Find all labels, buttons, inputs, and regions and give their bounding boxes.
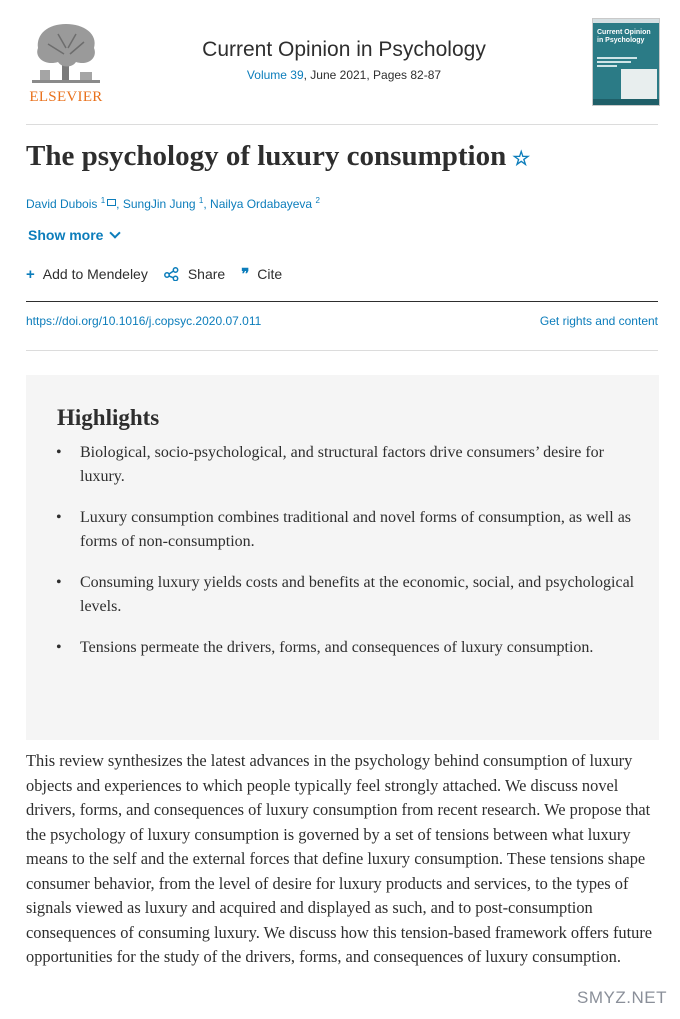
highlights-list [56, 441, 636, 677]
highlight-item: • Biological, socio-psychological, and structural factors drive consumers’ desire for luxury. [56, 441, 636, 489]
cover-journal-name: Current Opinion in Psychology [597, 29, 651, 44]
star-icon[interactable]: ☆ [512, 148, 531, 170]
actions-divider [26, 301, 658, 302]
journal-cover-thumbnail[interactable] [592, 18, 660, 106]
elsevier-wordmark: ELSEVIER [29, 89, 103, 105]
journal-issue-info [122, 68, 566, 82]
highlights-title: Highlights [57, 405, 160, 430]
journal-info [122, 38, 566, 82]
share-button[interactable] [164, 266, 225, 282]
cover-top-band [593, 19, 659, 23]
cover-text-line [597, 61, 631, 63]
journal-title[interactable]: Current Opinion in Psychology [202, 38, 486, 61]
elsevier-tree-icon [28, 18, 104, 88]
cover-text-line [597, 65, 617, 67]
cover-bottom-band [593, 99, 659, 105]
show-more-button[interactable] [28, 227, 119, 243]
doi-divider [26, 350, 658, 351]
share-label: Share [187, 266, 226, 282]
highlight-item: • Luxury consumption combines traditional and novel forms of consumption, as well as forms of non-consumption. [56, 506, 636, 554]
highlight-item: • Tensions permeate the drivers, forms, and consequences of luxury consumption. [56, 636, 636, 660]
add-to-mendeley-label: Add to Mendeley [42, 266, 148, 282]
article-title [26, 140, 530, 173]
add-to-mendeley-button[interactable] [26, 266, 148, 283]
doi-link[interactable]: https://doi.org/10.1016/j.copsyc.2020.07.011 [26, 314, 262, 328]
header-divider [26, 124, 658, 125]
quote-icon: ❞ [241, 266, 250, 283]
cite-label: Cite [257, 266, 283, 282]
article-actions [26, 265, 298, 283]
author-link[interactable]: David Dubois $^1$ [26, 196, 106, 211]
plus-icon: + [26, 265, 35, 283]
article-title-text: The psychology of luxury consumption [26, 140, 507, 172]
article-header [26, 18, 660, 108]
abstract-text: This review synthesizes the latest advances in the psychology behind consumption of luxury objects and experiences to which people typically feel strongly attached. We discuss novel drivers, forms, and consequences of luxury consumption from recent research. We propose that the psychology of luxury consumption is governed by a set of tensions between what luxury means to the self and the external forces that define luxury consumption. These tensions shape consumer behavior, from the level of desire for luxury products and services, to the types of signals viewed as luxury and acquired and displayed as such, and to post-consumption consequences of consuming luxury. We discuss how this tension-based framework offers future opportunities for the study of the drivers, forms, and consequences of luxury consumption. [26, 751, 653, 966]
issue-details: , June 2021, Pages 82-87 [303, 68, 442, 82]
volume-link[interactable]: Volume 39 [246, 68, 304, 82]
mail-icon[interactable] [107, 199, 116, 206]
cover-text-line [597, 57, 637, 59]
highlights-panel [26, 375, 659, 740]
rights-link[interactable]: Get rights and content [539, 314, 658, 328]
highlight-item: • Consuming luxury yields costs and benefits at the economic, social, and psychological levels. [56, 571, 636, 619]
author-link[interactable]: Nailya Ordabayeva $^2$ [210, 196, 320, 211]
show-more-label: Show more [28, 227, 104, 243]
author-link[interactable]: SungJin Jung $^1$ [122, 196, 204, 211]
author-list: David Dubois $^1$ , SungJin Jung $^1$, Nailya Ordabayeva $^2$ [26, 196, 320, 211]
elsevier-logo[interactable] [26, 18, 106, 106]
share-icon [164, 267, 179, 281]
cite-button[interactable] [241, 265, 282, 283]
chevron-down-icon [110, 227, 121, 238]
cover-illustration [621, 69, 657, 99]
watermark: SMYZ.NET [577, 988, 667, 1007]
